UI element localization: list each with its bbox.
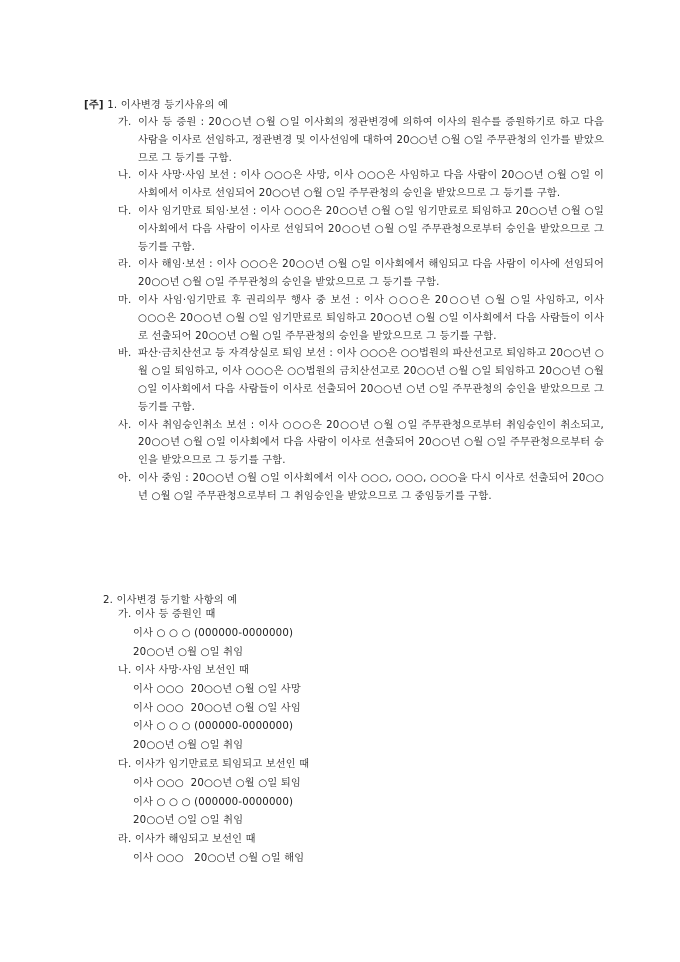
item-label: 마. [118,294,132,306]
item-line: 이사 ○ ○ ○ (000000-0000000) [133,721,294,733]
section1-title: 1. 이사변경 등기사유의 예 [107,100,229,111]
item-label: 다. [118,205,132,217]
item-label: 아. [118,472,132,484]
item-line: 20○○년 ○일 ○일 취임 [133,815,244,827]
item-label: 가. 이사 등 증원인 때 [118,609,216,620]
section2-item-b [118,662,598,756]
item-line: 이사 ○ ○ ○ (000000-0000000) [133,627,294,639]
item-line: 20○○년 ○월 ○일 취임 [133,740,244,752]
item-text: 이사 중임 : 20○○년 ○월 ○일 이사회에서 이사 ○○○, ○○○, ○○○을 다시 이사로 선출되어 20○○년 ○월 ○일 주무관청으로부터 그 취임승인을 받았으므로 그 중임등기를 구함. [138,472,604,502]
item-line: 이사 ○ ○ ○ (000000-0000000) [133,796,294,808]
section2-item-a [118,606,598,662]
item-label: 라. 이사가 해임되고 보선인 때 [118,834,256,845]
item-text: 이사 임기만료 퇴임·보선 : 이사 ○○○은 20○○년 ○월 ○일 임기만료로 퇴임하고 20○○년 ○월 ○일 이사회에서 다음 사람이 이사로 선임되어 20○○년 ○월 ○일 주무관청으로부터 승인을 받았으므로 그 등기를 구함. [138,205,604,253]
section1-heading [84,96,228,111]
item-text: 이사 사임·임기만료 후 권리의무 행사 중 보선 : 이사 ○○○은 20○○년 ○월 ○일 사임하고, 이사 ○○○은 20○○년 ○월 ○일 임기만료로 퇴임하고 20○○년 ○월 ○일 이사회에서 다음 사람들이 이사로 선출되어 20○○년 ○월 ○일 주무관청의 승인을 받았으므로 그 등기를 구함. [138,294,604,342]
item-label: 나. [118,170,132,182]
item-text: 이사 사망·사임 보선 : 이사 ○○○은 사망, 이사 ○○○은 사임하고 다음 사람이 20○○년 ○월 ○일 이사회에서 이사로 선임되어 20○○년 ○월 ○일 주무관청의 승인을 받았으므로 그 등기를 구함. [138,170,604,200]
list-item [118,292,604,345]
item-label: 라. [118,259,132,271]
list-item [118,417,604,470]
section1-list [118,114,604,506]
item-line: 20○○년 ○월 ○일 취임 [133,646,244,658]
list-item [118,167,604,203]
item-line: 이사 ○○○ 20○○년 ○월 ○일 사망 [133,683,301,695]
item-label: 다. 이사가 임기만료로 퇴임되고 보선인 때 [118,759,310,770]
note-tag: [주] [84,100,104,111]
section2-item-d [118,831,598,869]
item-label: 가. [118,117,132,128]
list-item [118,345,604,416]
list-item [118,470,604,506]
list-item [118,114,604,167]
item-text: 파산·금치산선고 등 자격상실로 퇴임 보선 : 이사 ○○○은 ○○법원의 파산선고로 퇴임하고 20○○년 ○월 ○일 퇴임하고, 이사 ○○○은 ○○법원의 금치산선고로 20○○년 ○월 ○일 퇴임하고 20○○년 ○월 ○일 이사회에서 다음 사람들이 이사로 선출되어 20○○년 ○년 ○일 주무관청의 승인을 받았으므로 그 등기를 구함. [138,348,604,413]
item-label: 바. [118,348,132,360]
item-line: 이사 ○○○ 20○○년 ○월 ○일 사임 [133,702,301,714]
list-item [118,256,604,292]
item-label: 나. 이사 사망·사임 보선인 때 [118,665,250,676]
section2-item-c [118,756,598,831]
item-line: 이사 ○○○ 20○○년 ○월 ○일 퇴임 [133,777,301,789]
section2-title: 2. 이사변경 등기할 사항의 예 [103,595,238,606]
item-text: 이사 등 증원 : 20○○년 ○월 ○일 이사회의 정관변경에 의하여 이사의 원수를 증원하기로 하고 다음 사람을 이사로 선임하고, 정관변경 및 이사선임에 대하여 20○○년 ○월 ○일 주무관청의 인가를 받았으므로 그 등기를 구함. [138,117,604,164]
item-label: 사. [118,419,132,431]
list-item [118,203,604,256]
item-text: 이사 취임승인취소 보선 : 이사 ○○○은 20○○년 ○월 ○일 주무관청으로부터 취임승인이 취소되고, 20○○년 ○월 ○일 이사회에서 다음 사람이 이사로 선출되어 20○○년 ○월 ○일 주무관청으로부터 승인을 받았으므로 그 등기를 구함. [138,419,604,467]
item-text: 이사 해임·보선 : 이사 ○○○은 20○○년 ○월 ○일 이사회에서 해임되고 다음 사람이 이사에 선임되어 20○○년 ○월 ○일 주무관청의 승인을 받았으므로 그 등기를 구함. [138,259,604,289]
item-line: 이사 ○○○ 20○○년 ○월 ○일 해임 [133,852,305,864]
